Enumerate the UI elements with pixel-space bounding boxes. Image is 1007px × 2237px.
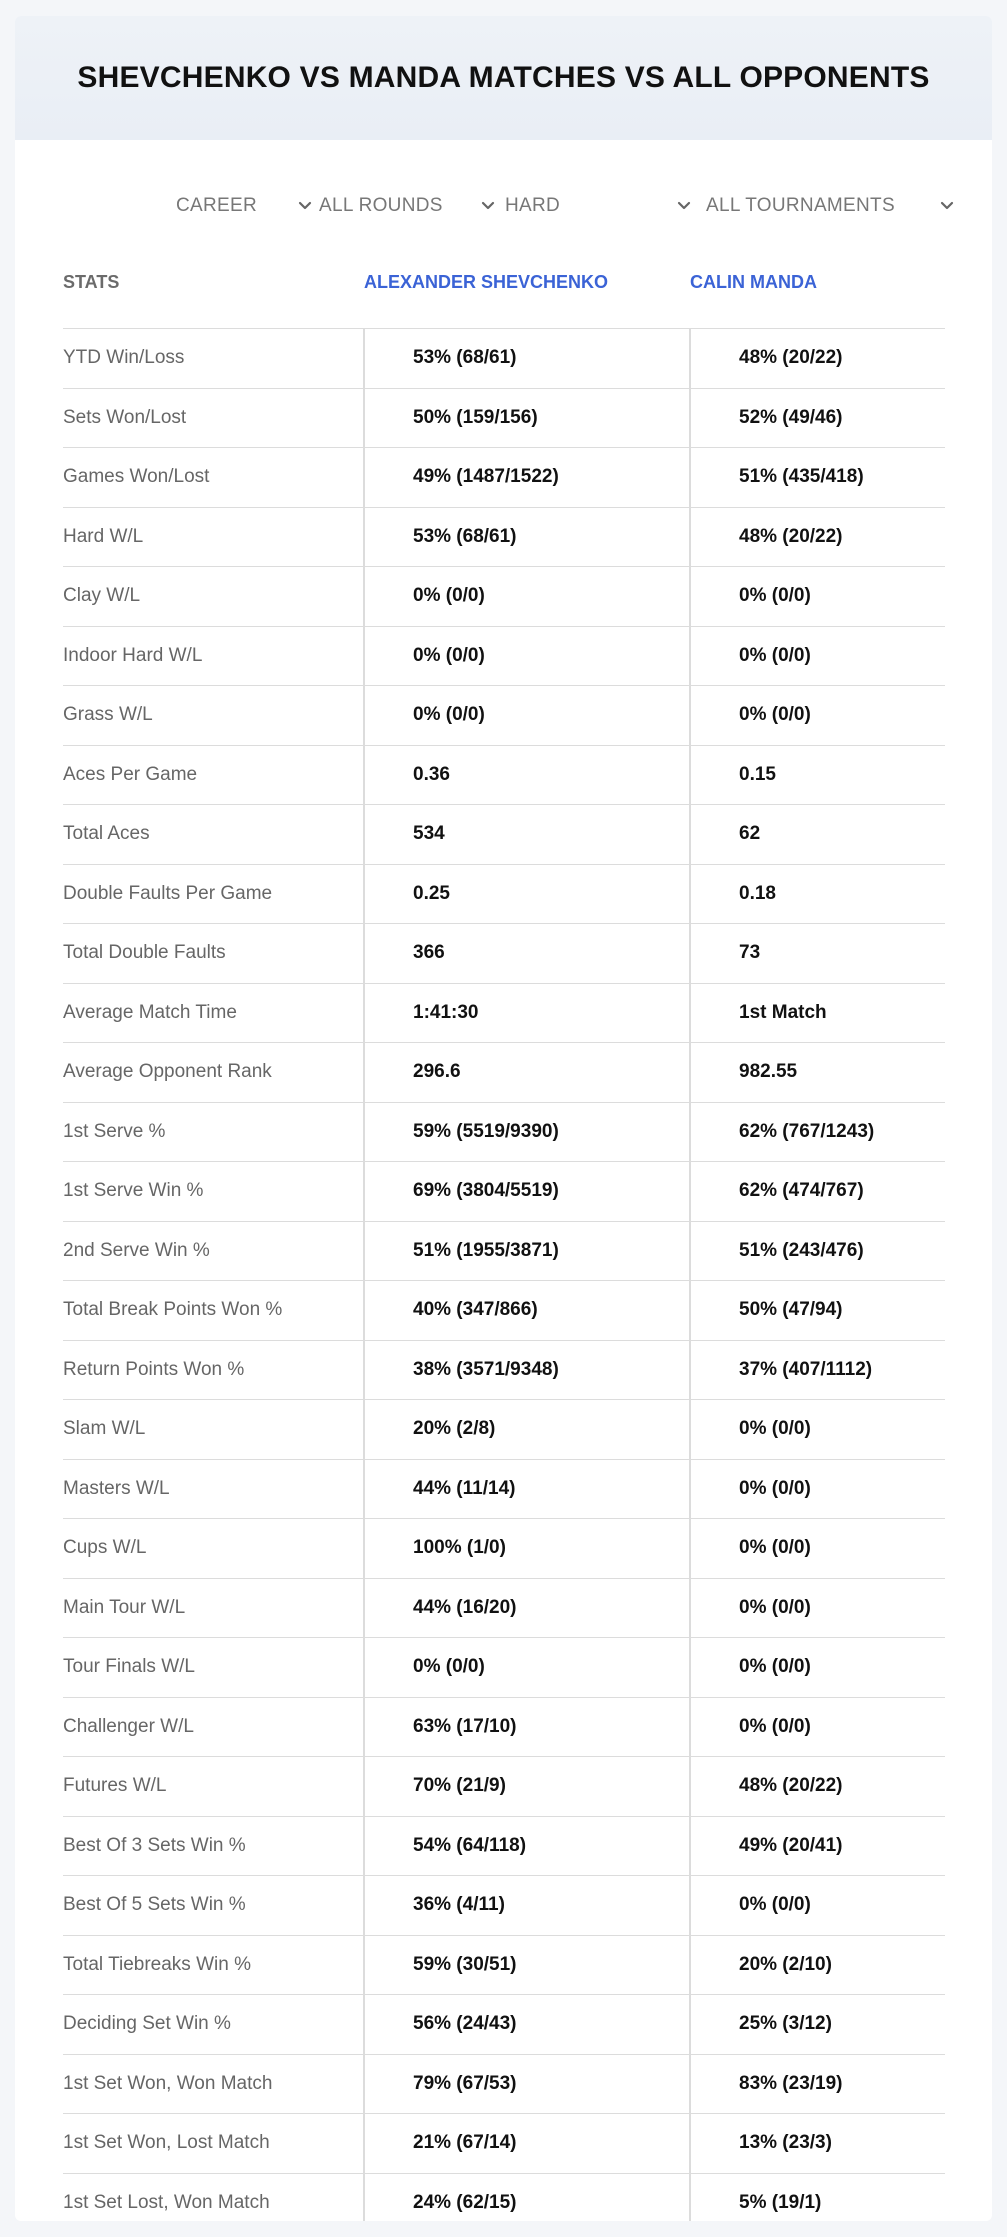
player1-value: 44% (16/20)	[363, 1579, 689, 1638]
player2-value: 52% (49/46)	[689, 389, 945, 448]
stats-card	[15, 16, 992, 2221]
player2-value: 0% (0/0)	[689, 1698, 945, 1757]
column-header-stats: STATS	[63, 272, 120, 292]
stat-name: Games Won/Lost	[63, 466, 210, 488]
tournaments-select[interactable]	[706, 186, 966, 226]
player1-value: 56% (24/43)	[363, 1995, 689, 2054]
table-row	[63, 1817, 945, 1877]
stat-name: Best Of 3 Sets Win %	[63, 1834, 246, 1856]
player1-value: 51% (1955/3871)	[363, 1222, 689, 1281]
player2-value: 0% (0/0)	[689, 1638, 945, 1697]
table-row	[63, 329, 945, 389]
table-row	[63, 1936, 945, 1996]
player2-value: 51% (243/476)	[689, 1222, 945, 1281]
period-select-value: CAREER	[176, 195, 257, 216]
table-row	[63, 2055, 945, 2115]
stat-name: Indoor Hard W/L	[63, 644, 203, 666]
tournaments-select-value: ALL TOURNAMENTS	[706, 195, 895, 216]
player1-value: 44% (11/14)	[363, 1460, 689, 1519]
stat-name: Average Opponent Rank	[63, 1061, 272, 1083]
rounds-select[interactable]	[319, 186, 499, 226]
player2-value: 83% (23/19)	[689, 2055, 945, 2114]
stat-name: Deciding Set Win %	[63, 2013, 231, 2035]
table-row	[63, 508, 945, 568]
table-row	[63, 1519, 945, 1579]
period-select[interactable]	[176, 186, 316, 226]
stat-name: Return Points Won %	[63, 1358, 245, 1380]
player1-value: 100% (1/0)	[363, 1519, 689, 1578]
chevron-down-icon	[479, 197, 497, 215]
player2-value: 0.15	[689, 746, 945, 805]
stat-name: 1st Set Won, Lost Match	[63, 2132, 270, 2154]
player2-value: 51% (435/418)	[689, 448, 945, 507]
stat-name: 1st Serve Win %	[63, 1180, 204, 1202]
stat-name: 1st Set Lost, Won Match	[63, 2191, 270, 2213]
table-row	[63, 1995, 945, 2055]
player2-value: 0% (0/0)	[689, 1519, 945, 1578]
player1-value: 70% (21/9)	[363, 1757, 689, 1816]
player1-value: 40% (347/866)	[363, 1281, 689, 1340]
player1-value: 49% (1487/1522)	[363, 448, 689, 507]
player1-value: 0.36	[363, 746, 689, 805]
player2-value: 5% (19/1)	[689, 2174, 945, 2222]
player2-value: 20% (2/10)	[689, 1936, 945, 1995]
stat-name: Sets Won/Lost	[63, 406, 187, 428]
table-row	[63, 1638, 945, 1698]
player1-value: 0% (0/0)	[363, 1638, 689, 1697]
player2-value: 0% (0/0)	[689, 1579, 945, 1638]
player1-value: 69% (3804/5519)	[363, 1162, 689, 1221]
table-row	[63, 2114, 945, 2174]
stat-name: YTD Win/Loss	[63, 347, 185, 369]
stat-name: Clay W/L	[63, 585, 141, 607]
table-header	[63, 252, 945, 329]
chevron-down-icon	[296, 197, 314, 215]
player1-value: 24% (62/15)	[363, 2174, 689, 2222]
table-row	[63, 1222, 945, 1282]
player1-value: 534	[363, 805, 689, 864]
player2-value: 0.18	[689, 865, 945, 924]
player1-value: 54% (64/118)	[363, 1817, 689, 1876]
player2-value: 37% (407/1112)	[689, 1341, 945, 1400]
table-row	[63, 984, 945, 1044]
player2-value: 13% (23/3)	[689, 2114, 945, 2173]
player1-value: 36% (4/11)	[363, 1876, 689, 1935]
player1-value: 53% (68/61)	[363, 329, 689, 388]
column-header-player1[interactable]: ALEXANDER SHEVCHENKO	[364, 272, 609, 292]
table-row	[63, 1281, 945, 1341]
player1-value: 21% (67/14)	[363, 2114, 689, 2173]
stat-name: Total Double Faults	[63, 942, 226, 964]
table-row	[63, 1757, 945, 1817]
table-row	[63, 1341, 945, 1401]
player2-value: 0% (0/0)	[689, 1460, 945, 1519]
stat-name: Futures W/L	[63, 1775, 167, 1797]
player2-value: 48% (20/22)	[689, 1757, 945, 1816]
player2-value: 48% (20/22)	[689, 508, 945, 567]
stat-name: Cups W/L	[63, 1537, 147, 1559]
stat-name: Masters W/L	[63, 1477, 170, 1499]
player1-value: 20% (2/8)	[363, 1400, 689, 1459]
stat-name: Main Tour W/L	[63, 1596, 186, 1618]
player2-value: 1st Match	[689, 984, 945, 1043]
table-body	[63, 329, 945, 2221]
player1-value: 63% (17/10)	[363, 1698, 689, 1757]
player2-value: 73	[689, 924, 945, 983]
table-row	[63, 1400, 945, 1460]
player2-value: 49% (20/41)	[689, 1817, 945, 1876]
rounds-select-value: ALL ROUNDS	[319, 195, 443, 216]
player1-value: 366	[363, 924, 689, 983]
table-row	[63, 1103, 945, 1163]
table-row	[63, 1579, 945, 1639]
table-row	[63, 1698, 945, 1758]
table-row	[63, 865, 945, 925]
player2-value: 48% (20/22)	[689, 329, 945, 388]
player2-value: 0% (0/0)	[689, 567, 945, 626]
card-header	[15, 16, 992, 140]
stat-name: Hard W/L	[63, 525, 144, 547]
surface-select-value: HARD	[505, 195, 561, 216]
stats-table	[63, 252, 945, 2221]
player2-value: 62	[689, 805, 945, 864]
table-row	[63, 746, 945, 806]
player2-value: 62% (767/1243)	[689, 1103, 945, 1162]
stat-name: Grass W/L	[63, 704, 153, 726]
table-row	[63, 805, 945, 865]
table-row	[63, 1460, 945, 1520]
table-row	[63, 627, 945, 687]
player1-value: 79% (67/53)	[363, 2055, 689, 2114]
stat-name: Tour Finals W/L	[63, 1656, 195, 1678]
stat-name: Double Faults Per Game	[63, 882, 273, 904]
player2-value: 62% (474/767)	[689, 1162, 945, 1221]
player1-value: 0% (0/0)	[363, 627, 689, 686]
player1-value: 59% (30/51)	[363, 1936, 689, 1995]
stat-name: Total Tiebreaks Win %	[63, 1953, 251, 1975]
page-title: SHEVCHENKO VS MANDA MATCHES VS ALL OPPONENTS	[77, 61, 930, 94]
player2-value: 982.55	[689, 1043, 945, 1102]
player2-value: 0% (0/0)	[689, 686, 945, 745]
filter-bar	[15, 186, 992, 226]
player2-value: 0% (0/0)	[689, 627, 945, 686]
player1-value: 0.25	[363, 865, 689, 924]
player1-value: 50% (159/156)	[363, 389, 689, 448]
chevron-down-icon	[675, 197, 693, 215]
table-row	[63, 1162, 945, 1222]
player2-value: 0% (0/0)	[689, 1876, 945, 1935]
table-row	[63, 1876, 945, 1936]
chevron-down-icon	[938, 197, 956, 215]
player2-value: 50% (47/94)	[689, 1281, 945, 1340]
stat-name: Total Aces	[63, 823, 150, 845]
table-row	[63, 2174, 945, 2222]
stat-name: Total Break Points Won %	[63, 1299, 283, 1321]
player2-value: 0% (0/0)	[689, 1400, 945, 1459]
player1-value: 38% (3571/9348)	[363, 1341, 689, 1400]
player1-value: 0% (0/0)	[363, 567, 689, 626]
table-row	[63, 686, 945, 746]
player1-value: 296.6	[363, 1043, 689, 1102]
player1-value: 0% (0/0)	[363, 686, 689, 745]
player1-value: 59% (5519/9390)	[363, 1103, 689, 1162]
surface-select[interactable]	[505, 186, 695, 226]
stat-name: Slam W/L	[63, 1418, 146, 1440]
player2-value: 25% (3/12)	[689, 1995, 945, 2054]
stat-name: Aces Per Game	[63, 763, 198, 785]
stat-name: 1st Set Won, Won Match	[63, 2072, 273, 2094]
stat-name: 1st Serve %	[63, 1120, 166, 1142]
stat-name: Challenger W/L	[63, 1715, 194, 1737]
table-row	[63, 924, 945, 984]
stat-name: Average Match Time	[63, 1001, 237, 1023]
table-row	[63, 389, 945, 449]
player1-value: 53% (68/61)	[363, 508, 689, 567]
table-row	[63, 1043, 945, 1103]
table-row	[63, 448, 945, 508]
stat-name: 2nd Serve Win %	[63, 1239, 210, 1261]
stat-name: Best Of 5 Sets Win %	[63, 1894, 246, 1916]
player1-value: 1:41:30	[363, 984, 689, 1043]
column-header-player2[interactable]: CALIN MANDA	[690, 272, 817, 292]
table-row	[63, 567, 945, 627]
